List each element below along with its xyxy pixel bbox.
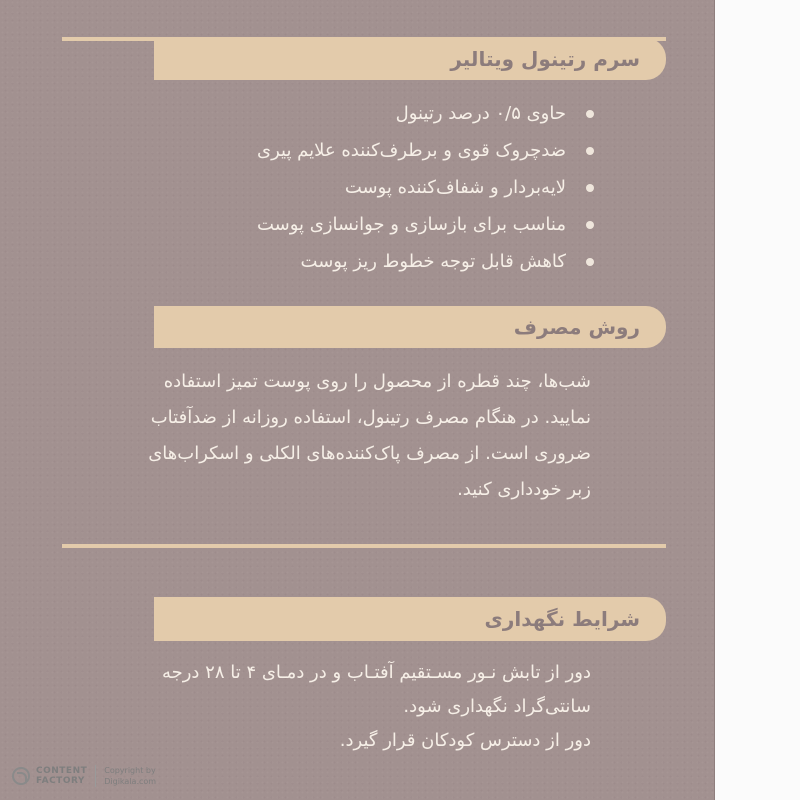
- brand-name: CONTENT FACTORY: [36, 766, 88, 786]
- usage-title: روش مصرف: [513, 315, 640, 339]
- bullet-icon: [586, 184, 594, 192]
- bullet-icon: [586, 258, 594, 266]
- watermark-divider: [95, 765, 96, 787]
- storage-line: دور از تابش نـور مسـتقیم آفتـاب و در دمـای ۴ تا ۲۸ درجه: [161, 662, 591, 683]
- list-item: مناسب برای بازسازی و جوانسازی پوست: [34, 206, 594, 243]
- storage-line: دور از دسترس کودکان قرار گیرد.: [339, 730, 591, 751]
- feature-list: [34, 95, 594, 280]
- copyright-credit: Copyright by Digikala.com: [104, 766, 157, 786]
- usage-line: ضروری است. از مصرف پاک‌کننده‌های الکلی و اسکراب‌های: [148, 443, 591, 464]
- content-factory-logo-icon: [12, 767, 30, 785]
- usage-line: شب‌ها، چند قطره از محصول را روی پوست تمیز استفاده: [163, 371, 591, 392]
- storage-line: سانتی‌گراد نگهداری شود.: [403, 696, 591, 717]
- usage-line: زبر خودداری کنید.: [457, 479, 591, 500]
- list-item: ضدچروک قوی و برطرف‌کننده علایم پیری: [34, 132, 594, 169]
- list-item: لایه‌بردار و شفاف‌کننده پوست: [34, 169, 594, 206]
- usage-line: نمایید. در هنگام مصرف رتینول، استفاده روزانه از ضدآفتاب: [150, 407, 591, 428]
- storage-paragraph: [11, 656, 591, 758]
- list-item: حاوی ۰/۵ درصد رتینول: [34, 95, 594, 132]
- bullet-icon: [586, 110, 594, 118]
- bullet-icon: [586, 221, 594, 229]
- bullet-icon: [586, 147, 594, 155]
- storage-title: شرایط نگهداری: [484, 607, 640, 631]
- usage-title-banner: [154, 306, 666, 348]
- product-title: سرم رتینول ویتالیر: [450, 47, 640, 71]
- usage-paragraph: [31, 364, 591, 508]
- watermark: [12, 762, 156, 790]
- list-item: کاهش قابل توجه خطوط ریز پوست: [34, 243, 594, 280]
- storage-title-banner: [154, 597, 666, 641]
- product-title-banner: [154, 38, 666, 80]
- divider-stripe: [62, 544, 666, 548]
